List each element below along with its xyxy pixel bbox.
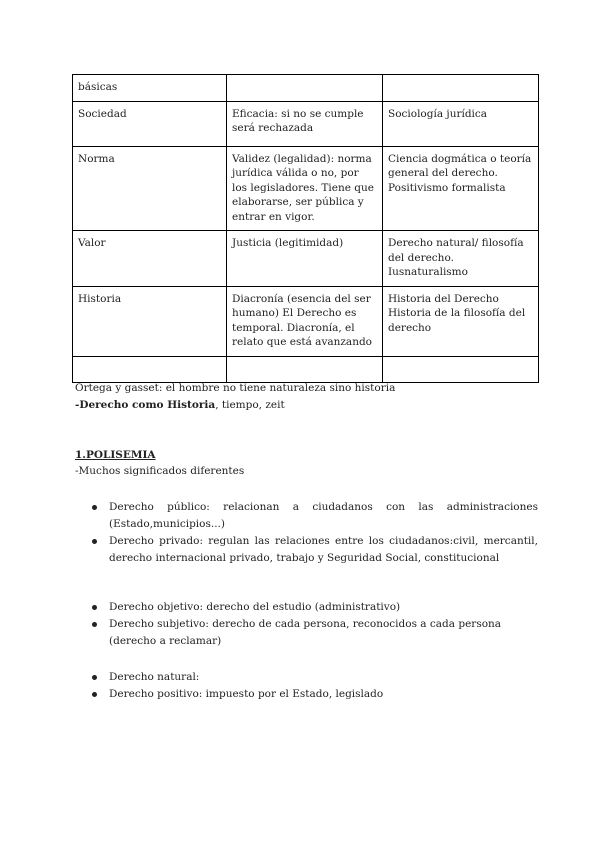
table-row <box>73 75 539 102</box>
section-subtitle: -Muchos significados diferentes <box>75 465 245 477</box>
table-cell: Historia <box>73 286 227 356</box>
table-cell <box>383 75 539 102</box>
table-row <box>73 356 539 382</box>
bullet-group-objective-subjective <box>92 599 538 650</box>
table-cell: Eficacia: si no se cumple será rechazada <box>227 101 383 146</box>
law-dimensions-table <box>72 74 539 383</box>
table-cell <box>383 356 539 382</box>
table-cell: Validez (legalidad): norma jurídica válida o no, por los legisladores. Tiene que elaborarse, ser pública y entrar en vigor. <box>227 146 383 231</box>
table-cell <box>227 356 383 382</box>
table-row <box>73 286 539 356</box>
table-cell <box>73 356 227 382</box>
note-derecho-historia <box>75 397 285 413</box>
section-heading: 1.POLISEMIA <box>75 449 156 461</box>
table-row <box>73 231 539 287</box>
table-cell: Norma <box>73 146 227 231</box>
table-row <box>73 101 539 146</box>
list-item: Derecho privado: regulan las relaciones entre los ciudadanos:civil, mercantil, derecho internacional privado, trabajo y Seguridad Social, constitucional <box>92 533 538 567</box>
list-item: Derecho público: relacionan a ciudadanos con las administraciones (Estado,municipios...) <box>92 499 538 533</box>
table-cell: Valor <box>73 231 227 287</box>
list-item: Derecho natural: <box>92 669 538 686</box>
list-item: Derecho objetivo: derecho del estudio (administrativo) <box>92 599 538 616</box>
table-cell: Ciencia dogmática o teoría general del derecho. Positivismo formalista <box>383 146 539 231</box>
list-item: Derecho subjetivo: derecho de cada persona, reconocidos a cada persona (derecho a reclamar) <box>92 616 538 650</box>
note-rest: , tiempo, zeit <box>215 399 285 411</box>
bullet-group-public-private <box>92 499 538 567</box>
note-ortega: Ortega y gasset: el hombre no tiene naturaleza sino historia <box>75 382 396 394</box>
table-cell: Sociología jurídica <box>383 101 539 146</box>
table-cell <box>227 75 383 102</box>
list-item: Derecho positivo: impuesto por el Estado, legislado <box>92 686 538 703</box>
note-bold-term: -Derecho como Historia <box>75 399 216 411</box>
table-cell: Derecho natural/ filosofía del derecho. Iusnaturalismo <box>383 231 539 287</box>
table-cell: Justicia (legitimidad) <box>227 231 383 287</box>
table-cell: básicas <box>73 75 227 102</box>
table-row <box>73 146 539 231</box>
table-cell: Historia del Derecho Historia de la filosofía del derecho <box>383 286 539 356</box>
table-cell: Diacronía (esencia del ser humano) El Derecho es temporal. Diacronía, el relato que está avanzando <box>227 286 383 356</box>
bullet-group-natural-positive <box>92 669 538 703</box>
table-cell: Sociedad <box>73 101 227 146</box>
